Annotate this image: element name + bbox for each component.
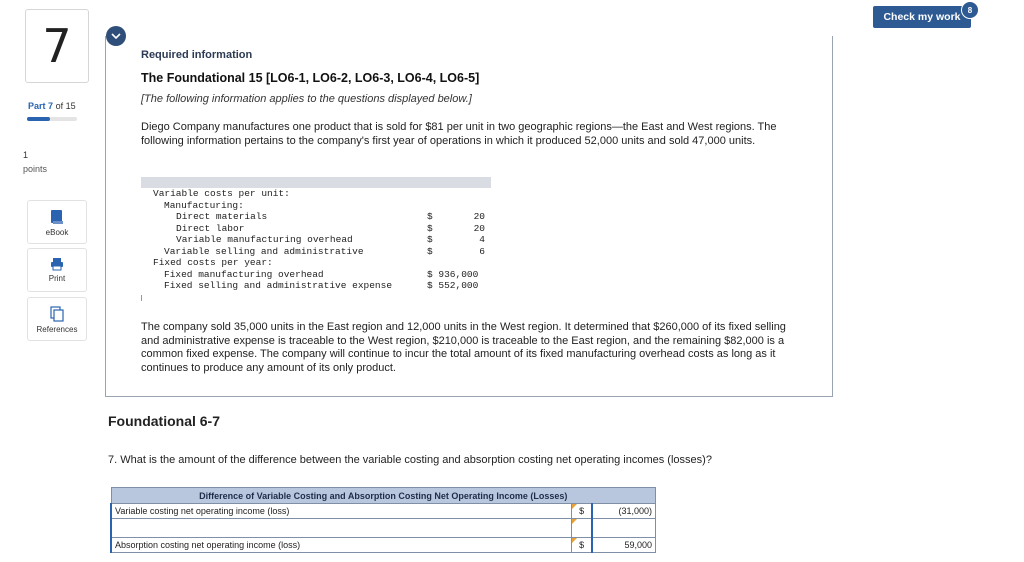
table-row — [141, 246, 491, 258]
cost-amount: 20 — [473, 222, 485, 234]
cost-amount: $ 552,000 — [427, 280, 479, 291]
answer-row-symbol — [571, 519, 592, 538]
cost-label: Manufacturing: — [164, 199, 244, 211]
part-indicator — [28, 101, 76, 111]
cost-symbol — [427, 257, 457, 269]
table-row — [141, 257, 491, 269]
answer-row-symbol: $ — [571, 504, 592, 519]
info-title: The Foundational 15 [LO6-1, LO6-2, LO6-3, LO6-4, LO6-5] — [141, 71, 480, 85]
cost-amount — [457, 257, 491, 269]
table-row — [141, 188, 491, 200]
variable-costing-input[interactable]: (31,000) — [592, 504, 655, 519]
part-current: 7 — [48, 101, 54, 111]
table-row — [111, 538, 656, 553]
question-text: 7. What is the amount of the difference between the variable costing and absorption costing net operating incomes (losses)? — [108, 454, 712, 466]
cost-label: Variable manufacturing overhead — [176, 234, 353, 245]
question-number: 7 — [25, 9, 89, 83]
cost-label: Direct materials — [176, 211, 268, 222]
points-value: 1 — [23, 150, 29, 160]
absorption-costing-input[interactable]: 59,000 — [592, 538, 655, 553]
chevron-down-icon — [111, 33, 121, 39]
table-bottom-marker — [141, 295, 142, 301]
references-button[interactable] — [27, 297, 87, 341]
check-my-work-button[interactable]: Check my work — [873, 6, 971, 28]
table-row — [141, 223, 491, 235]
cost-label: Fixed manufacturing overhead — [164, 268, 324, 280]
ebook-icon — [50, 209, 64, 225]
collapse-toggle[interactable] — [106, 26, 126, 46]
cost-table-header — [141, 177, 491, 188]
cost-label: Direct labor — [176, 222, 245, 234]
cost-label: Fixed costs per year: — [153, 257, 273, 268]
cost-symbol: $ — [427, 245, 433, 257]
intro-paragraph: Diego Company manufactures one product that is sold for $81 per unit in two geographic regions—the East and West regions. The following information pertains to the company's first year of operations in which it produced 52,000 units and sold 47,000 units. — [141, 121, 777, 147]
part-suffix: of 15 — [55, 101, 76, 111]
table-row — [111, 519, 656, 538]
print-label: Print — [48, 274, 66, 283]
sold-paragraph: The company sold 35,000 units in the East region and 12,000 units in the West region. It determined that $260,000 of its fixed selling and administrative expense is traceable to the West region, $210,000 is traceable to the East region, and the remaining $82,000 is a common fixed expense. The company will continue to incur the total amount of its fixed manufacturing overhead costs as long as it continues to produce any amount of its only product. — [141, 321, 786, 374]
print-icon — [50, 257, 64, 271]
cost-amount: 6 — [479, 245, 485, 257]
cost-symbol: $ — [427, 211, 433, 222]
table-row — [141, 234, 491, 246]
ebook-label: eBook — [45, 228, 69, 237]
cost-symbol: $ — [427, 234, 433, 245]
table-row — [111, 504, 656, 519]
question-subtitle: Foundational 6-7 — [108, 413, 220, 429]
table-row — [141, 280, 491, 292]
cost-table — [141, 177, 491, 292]
cost-symbol — [427, 188, 457, 200]
ebook-button[interactable] — [27, 200, 87, 244]
references-label: References — [36, 325, 78, 334]
cost-amount — [457, 200, 491, 212]
part-progress-bar — [27, 117, 77, 121]
table-row — [141, 269, 491, 281]
cost-amount: $ 936,000 — [427, 268, 479, 280]
cost-label: Variable selling and administrative — [164, 245, 364, 257]
cost-amount: 20 — [473, 211, 485, 222]
part-progress-fill — [27, 117, 50, 121]
cost-amount: 4 — [479, 234, 485, 245]
answer-row-label[interactable]: Variable costing net operating income (loss) — [111, 504, 571, 519]
blank-row-input[interactable] — [592, 519, 655, 538]
required-info-label: Required information — [141, 49, 253, 61]
answer-table — [110, 487, 656, 553]
part-prefix: Part — [28, 101, 46, 111]
cost-label: Fixed selling and administrative expense — [164, 280, 393, 291]
references-icon — [50, 306, 64, 322]
answer-row-symbol: $ — [571, 538, 592, 553]
answer-row-label[interactable]: Absorption costing net operating income (loss) — [111, 538, 571, 553]
applies-note: [The following information applies to the questions displayed below.] — [141, 93, 472, 105]
table-row — [141, 211, 491, 223]
points-label: points — [23, 164, 48, 174]
cost-label: Variable costs per unit: — [153, 188, 290, 199]
cost-symbol — [427, 200, 457, 212]
cost-symbol: $ — [427, 222, 433, 234]
answer-table-header: Difference of Variable Costing and Absorption Costing Net Operating Income (Losses) — [111, 488, 656, 504]
answer-row-label[interactable] — [111, 519, 571, 538]
check-count-badge: 8 — [961, 1, 979, 19]
table-row — [141, 200, 491, 212]
print-button[interactable] — [27, 248, 87, 292]
cost-amount — [457, 188, 491, 200]
